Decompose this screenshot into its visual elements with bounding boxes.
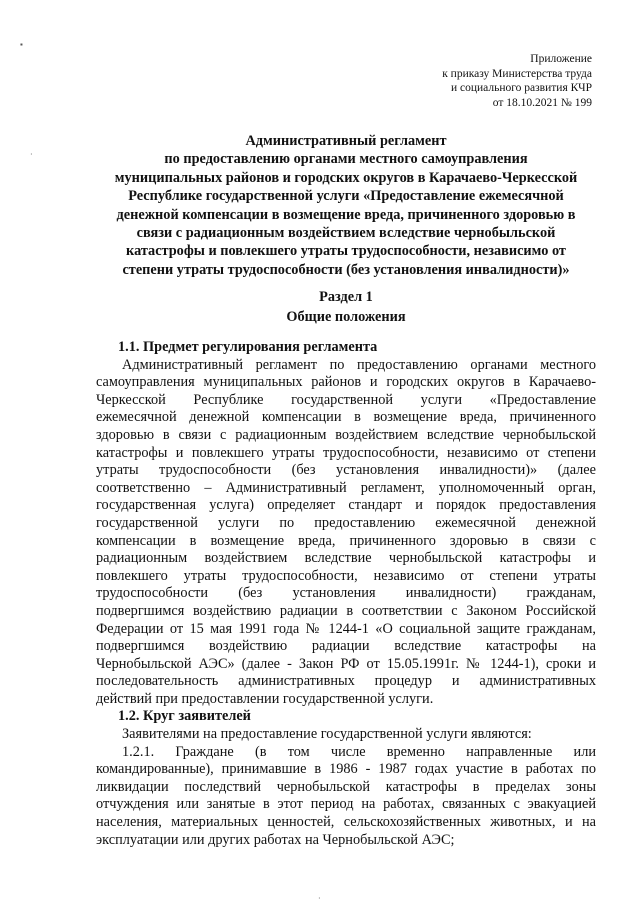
paragraph-line: подвергшимся воздействию радиации вследствие катастрофы на	[96, 638, 596, 655]
appendix-note	[442, 52, 592, 110]
paragraph-line: Чернобыльской АЭС» (далее - Закон РФ от 15.05.1991г. № 1244-1), сроки и	[96, 655, 596, 672]
paragraph-line: ежемесячной денежной компенсации в возмещение вреда, причиненного	[96, 409, 596, 426]
paragraph-line: 1.2.1. Граждане (в том числе временно направленные или	[122, 743, 596, 760]
paragraph-line: компенсации в возмещение вреда, причиненного здоровью в связи с	[96, 532, 596, 549]
title-line: степени утраты трудоспособности (без установления инвалидности)»	[122, 261, 570, 278]
title-line: по предоставлению органами местного самоуправления	[164, 151, 528, 168]
scan-speck: ·	[30, 150, 33, 159]
appendix-line: и социального развития КЧР	[450, 82, 592, 94]
paragraph-line: командированные), принимавшие в 1986 - 1987 годах участие в работах по	[96, 761, 596, 778]
title-line: Административный регламент	[245, 133, 447, 149]
scan-speck: ▪	[20, 40, 23, 49]
paragraph-line: радиационным воздействием вследствие чернобыльской катастрофы и	[96, 550, 596, 567]
subsection-heading: 1.2. Круг заявителей	[118, 708, 251, 725]
paragraph-line: повлекшего утраты трудоспособности, независимо от степени утраты	[96, 567, 596, 584]
title-line: денежной компенсации в возмещение вреда, причиненного здоровью в	[116, 206, 576, 223]
paragraph-line: Административный регламент по предоставлению органами местного	[122, 356, 596, 373]
title-line: муниципальных районов и городских округов в Карачаево-Черкесской	[114, 169, 578, 186]
section-number: Раздел 1	[319, 289, 373, 305]
paragraph-line: утраты трудоспособности (без установления инвалидности)» (далее	[96, 462, 596, 479]
paragraph-line: государственной услуги по предоставлению ежемесячной денежной	[96, 514, 596, 531]
subsection-heading: 1.1. Предмет регулирования регламента	[118, 339, 378, 355]
paragraph-line: действий при предоставлении государственной услуги.	[96, 690, 434, 707]
paragraph-line: трудоспособности (без установления инвалидности) гражданам,	[96, 585, 596, 602]
paragraph-line: ликвидации последствий чернобыльской катастрофы в пределах зоны	[96, 778, 596, 795]
section-name: Общие положения	[286, 309, 406, 325]
paragraph-line: Федерации от 15 мая 1991 года № 1244-1 «О социальной защите гражданам,	[96, 620, 596, 637]
document-title	[96, 132, 596, 279]
title-line: Республике государственной услуги «Предоставление ежемесячной	[128, 188, 564, 205]
paragraph-line: соответственно – Административный регламент, уполномоченный орган,	[96, 479, 596, 496]
paragraph-line: самоуправления муниципальных районов и городских округов в Карачаево-	[96, 374, 596, 391]
paragraph-line: подвергшимся воздействию радиации в соответствии с Законом Российской	[96, 602, 596, 619]
paragraph-line: здоровью в связи с радиационным воздействием вследствие чернобыльской	[96, 426, 596, 443]
paragraph-line: последовательность административных процедур и административных	[96, 673, 596, 690]
document-body	[96, 339, 596, 849]
paragraph-line: катастрофы и повлекшего утраты трудоспособности, независимо от степени	[96, 444, 596, 461]
scan-speck: ·	[318, 894, 321, 903]
paragraph-line: Заявителями на предоставление государственной услуги являются:	[122, 726, 532, 743]
appendix-line: к приказу Министерства труда	[442, 67, 592, 80]
paragraph-line: государственная услуга) определяет стандарт и порядок предоставления	[96, 497, 596, 514]
paragraph-line: населения, материальных ценностей, сельскохозяйственных животных, и на	[96, 814, 596, 831]
title-line: катастрофы и повлекшего утраты трудоспособности, независимо от	[126, 243, 566, 260]
section-heading	[96, 287, 596, 327]
paragraph-line: отчуждения или занятые в этот период на работах, связанных с эвакуацией	[96, 796, 596, 813]
paragraph-line: Черкесской Республике государственной услуги «Предоставление	[96, 391, 596, 408]
appendix-line: от 18.10.2021 № 199	[492, 96, 592, 109]
paragraph-line: эксплуатации или других работах на Чернобыльской АЭС;	[96, 831, 455, 848]
title-line: связи с радиационным воздействием вследствие чернобыльской	[136, 225, 556, 242]
appendix-line: Приложение	[530, 53, 592, 65]
